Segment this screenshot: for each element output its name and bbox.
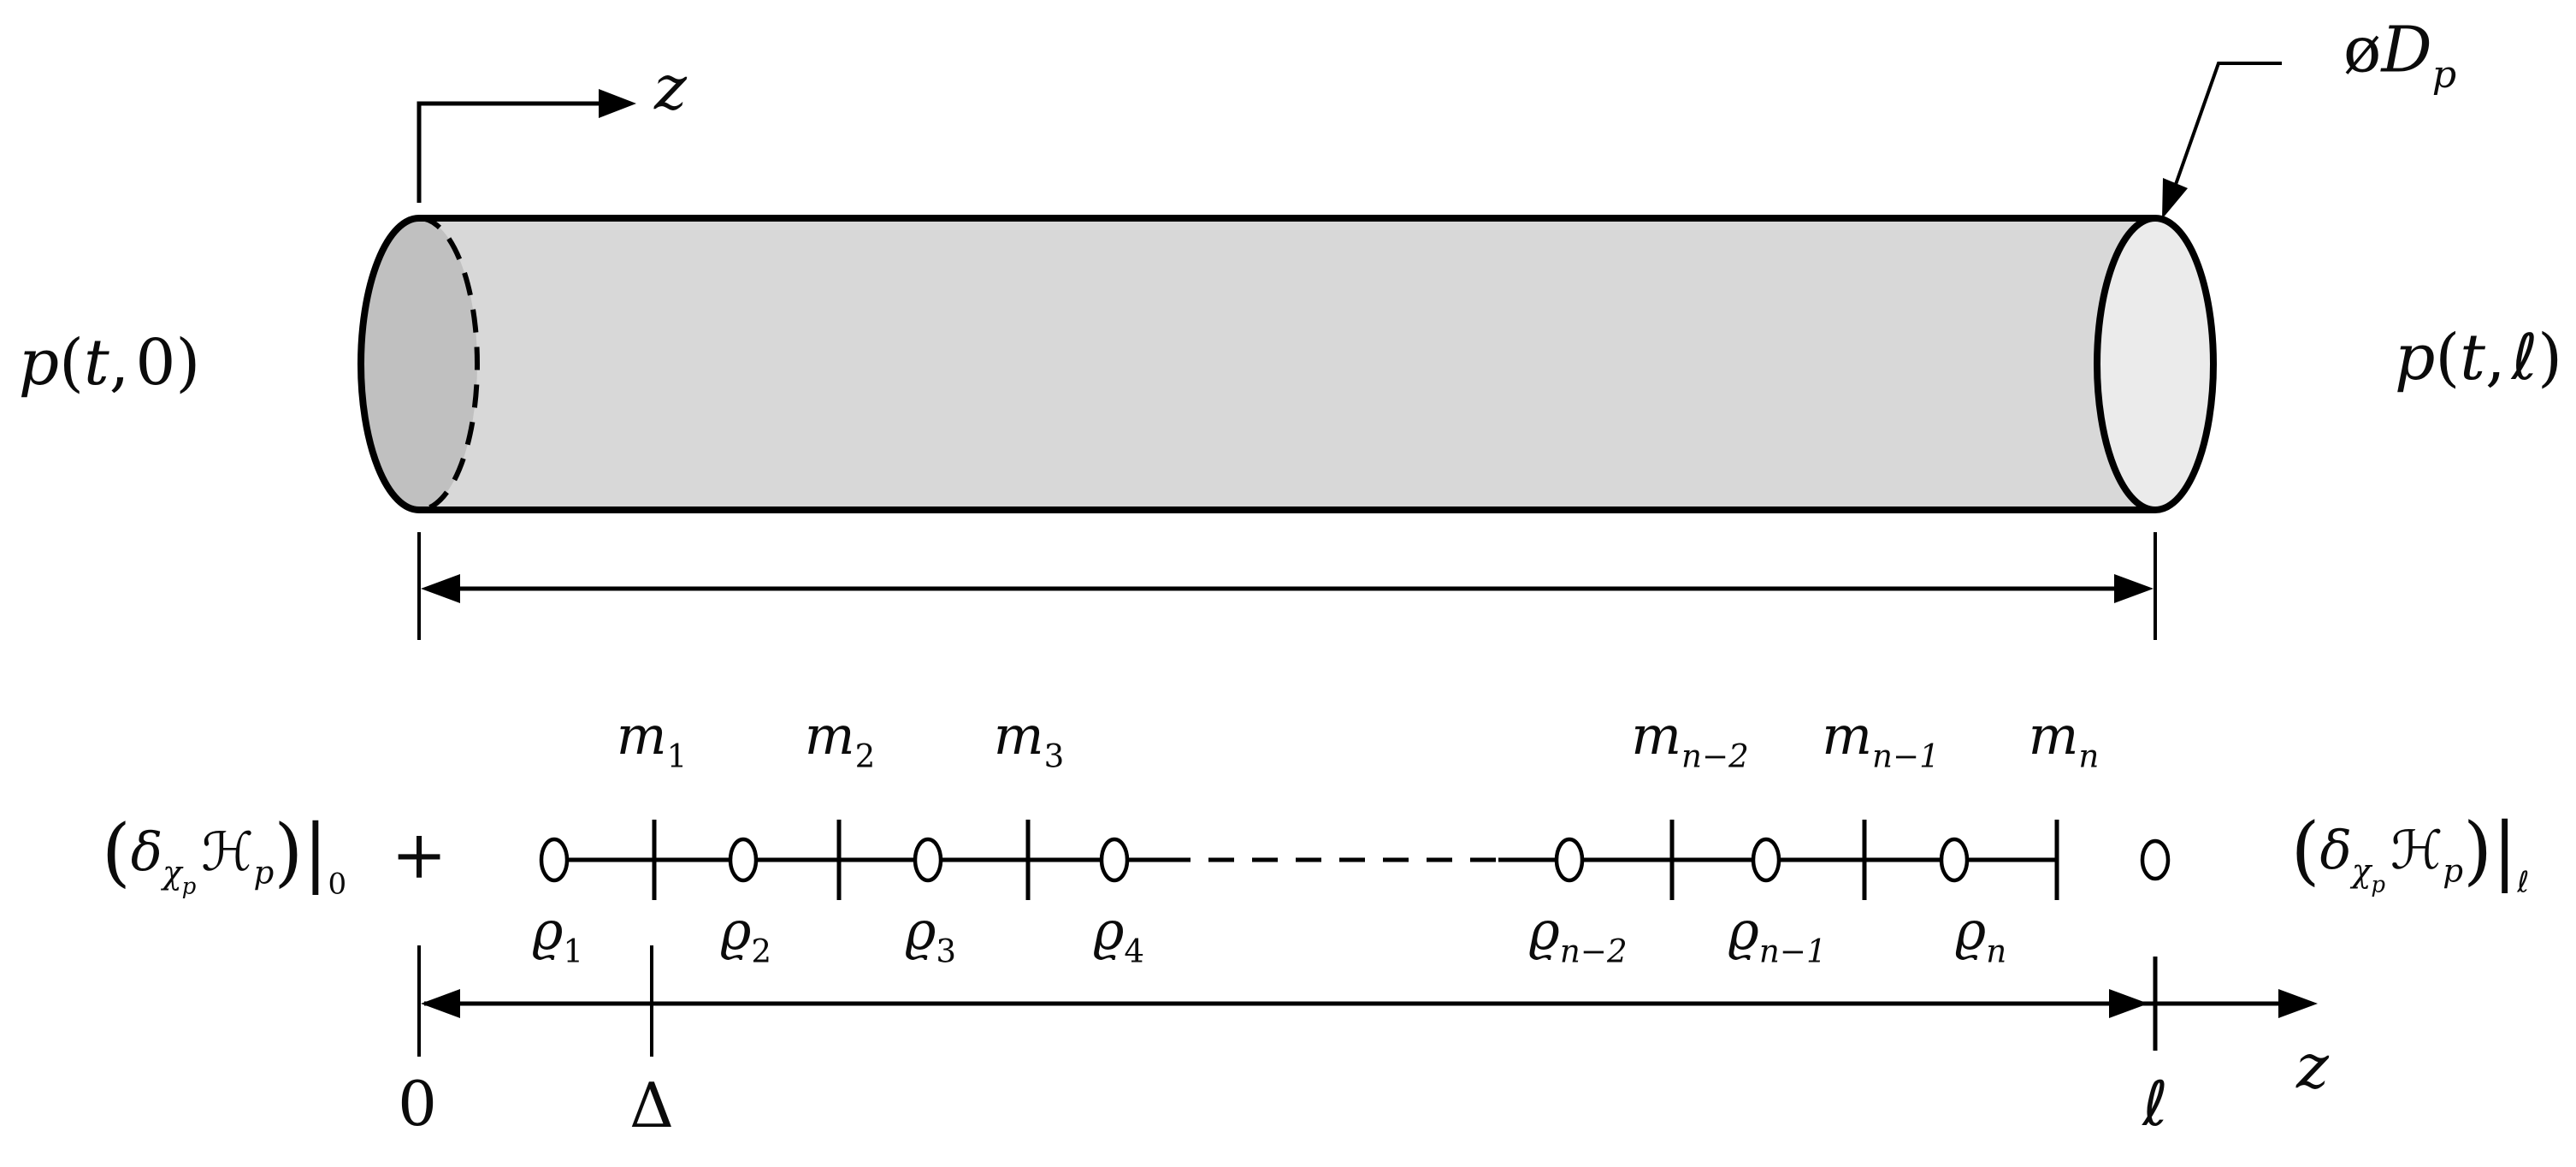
density-label-r2: $ϱ_2$ bbox=[719, 899, 772, 970]
mass-node-circle-n2 bbox=[1557, 839, 1582, 880]
length-arrowhead-right-icon bbox=[2114, 574, 2154, 603]
mass-label-m1: $m_1$ bbox=[616, 704, 688, 775]
pressure-right-label: p(t, ℓ) bbox=[2394, 321, 2563, 394]
mass-label-m3: $m_3$ bbox=[993, 704, 1065, 775]
mass-node-circle-2 bbox=[730, 839, 756, 880]
axis-length-label: ℓ bbox=[2142, 1068, 2168, 1140]
pipe-right-cap bbox=[2097, 218, 2213, 510]
density-label-r3: $ϱ_3$ bbox=[904, 899, 957, 970]
mass-label-mn: $m_n$ bbox=[2028, 704, 2100, 775]
diameter-label: $øD_p$ bbox=[2343, 13, 2457, 98]
boundary-node-circle bbox=[2142, 841, 2168, 879]
axis-origin-label: 0 bbox=[398, 1068, 437, 1140]
pipe-body bbox=[419, 218, 2155, 510]
z-axis-top-label: z bbox=[654, 51, 687, 123]
axis-arrowhead-right-icon bbox=[2109, 989, 2148, 1018]
mass-node-circle-1 bbox=[541, 839, 567, 880]
mass-node-circle-4 bbox=[1102, 839, 1127, 880]
density-label-rn: $ϱ_n$ bbox=[1954, 899, 2007, 970]
z-axis-bottom-label: z bbox=[2296, 1030, 2329, 1102]
plus-sign: + bbox=[391, 817, 447, 894]
boundary-term-right-label: ($\delta_{\chi p}$ $ℋ_p)|_\ell$ bbox=[2290, 807, 2530, 900]
mass-node-circle-3 bbox=[915, 839, 941, 880]
diameter-leader-arrowhead-icon bbox=[2162, 178, 2188, 219]
mass-node-circle-n bbox=[1941, 839, 1967, 880]
pressure-left-label: p(t, 0) bbox=[18, 326, 201, 400]
mass-label-m2: $m_2$ bbox=[804, 704, 876, 775]
length-arrowhead-left-icon bbox=[421, 574, 460, 603]
density-label-r1: $ϱ_1$ bbox=[531, 899, 584, 970]
mass-node-circle-n1 bbox=[1753, 839, 1779, 880]
mass-label-mn2: $m_{n-2}$ bbox=[1631, 704, 1749, 775]
axis-delta-label: Δ bbox=[629, 1069, 674, 1141]
density-label-r4: $ϱ_4$ bbox=[1092, 899, 1145, 970]
density-label-rn2: $ϱ_{n-2}$ bbox=[1528, 899, 1628, 970]
diameter-leader-line bbox=[2169, 63, 2282, 204]
density-label-rn1: $ϱ_{n-1}$ bbox=[1728, 899, 1827, 970]
boundary-term-left-label: ($\delta_{\chi p}$ $ℋ_p)|_0$ bbox=[101, 809, 347, 902]
z-axis-top-line bbox=[419, 104, 604, 203]
axis-arrowhead-left-icon bbox=[421, 989, 460, 1018]
z-axis-bottom-arrowhead-icon bbox=[2278, 989, 2318, 1018]
mass-label-mn1: $m_{n-1}$ bbox=[1822, 704, 1940, 775]
z-axis-top-arrowhead-icon bbox=[599, 89, 636, 118]
